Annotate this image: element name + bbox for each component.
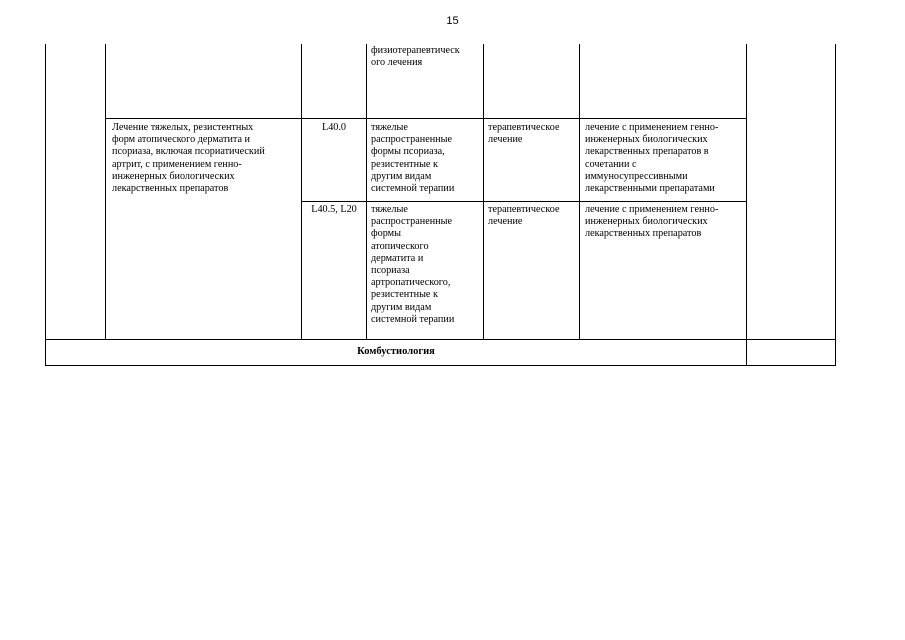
row-divider: [105, 118, 746, 119]
diagnosis-code-cell: L40.0: [321, 122, 347, 133]
row-divider: [301, 201, 746, 202]
patient-model-cell: тяжелые распространенные формы псориаза, резистентные к другим видам системной терапии: [371, 122, 455, 195]
treatment-profile-cell: Лечение тяжелых, резистентных форм атопического дерматита и псориаза, включая псориатический артрит, с применением генно- инженерных биологических лекарственных препаратов: [112, 122, 265, 195]
column-divider: [483, 44, 484, 339]
column-divider: [579, 44, 580, 339]
diagnosis-code-cell: L40.5, L20: [311, 204, 357, 215]
treatment-method-cell: лечение с применением генно- инженерных биологических лекарственных препаратов в сочетании с иммуносупрессивными лекарственными препаратами: [585, 122, 719, 195]
table-border-left: [45, 44, 46, 366]
method-continued-cell: физиотерапевтическ ого лечения: [371, 45, 460, 69]
treatment-type-cell: терапевтическое лечение: [488, 122, 560, 146]
section-title: Комбустиология: [357, 346, 435, 357]
treatment-type-cell: терапевтическое лечение: [488, 204, 560, 228]
column-divider: [105, 44, 106, 339]
page-number: 15: [446, 15, 459, 27]
patient-model-cell: тяжелые распространенные формы атопического дерматита и псориаза артропатического, резистентные к другим видам системной терапии: [371, 204, 455, 325]
table-border-right: [835, 44, 836, 366]
row-divider: [45, 339, 836, 340]
column-divider: [366, 44, 367, 339]
table-border-bottom: [45, 365, 836, 366]
treatment-method-cell: лечение с применением генно- инженерных биологических лекарственных препаратов: [585, 204, 719, 240]
